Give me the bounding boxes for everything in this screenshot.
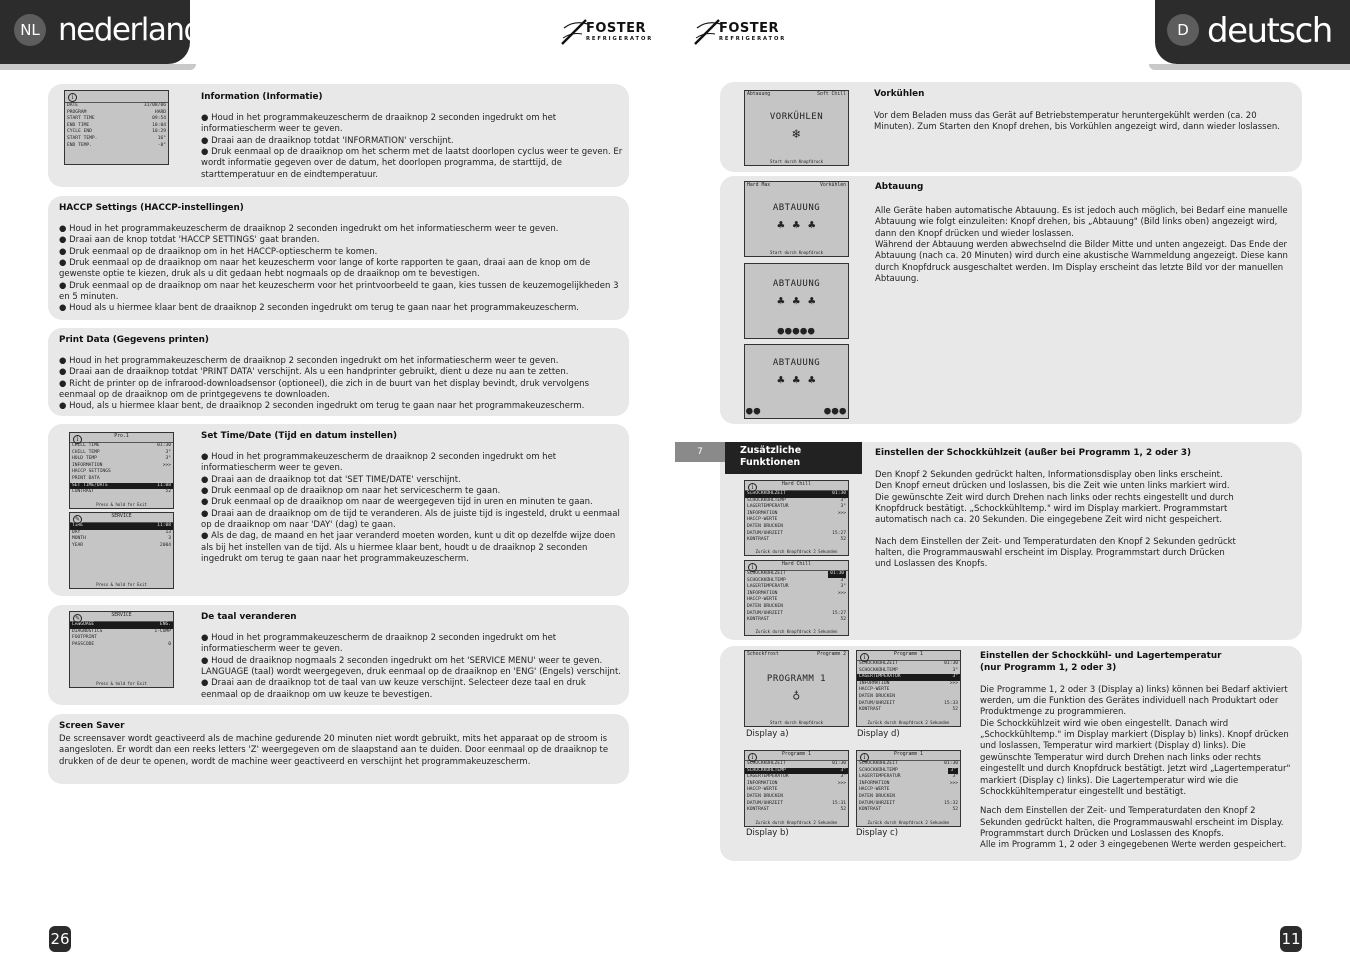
lcd-corner-label: Programm 2: [817, 652, 846, 657]
lcd-row-value: 52: [840, 617, 846, 623]
caption-d: Display d): [857, 729, 900, 739]
progress-dots: ●●: [746, 404, 762, 417]
lcd-row-value: 15:31: [832, 800, 846, 806]
lcd-row-label: HACCP-WERTE: [859, 787, 890, 793]
lcd-header: Programm 1: [894, 752, 923, 757]
info-icon: i: [748, 483, 757, 492]
lcd-row-value: 3°: [952, 667, 958, 673]
nl-haccp-card: [48, 196, 629, 320]
lcd-row-label: MONTH: [72, 536, 86, 542]
lcd-footer: Press & hold for Exit: [96, 681, 147, 686]
lcd-footer: Zurück durch Knopfdruck 2 Sekunden: [755, 629, 838, 634]
paragraph: ● Richt de printer op de infrarood-downloadsensor (optioneel), die zich in de buurt van het display bevindt, druk vervolgens eenmaal op de draaiknop om de printgegevens te downloaden.: [59, 378, 589, 400]
lcd-row-label: SCHOCKKÜHLZEIT: [747, 571, 786, 576]
paragraph: ● Draai aan de draaiknop totdat 'INFORMATION' verschijnt.: [201, 135, 454, 146]
lcd-row: [745, 504, 848, 511]
lcd-row: [745, 584, 848, 591]
lcd-row-label: SCHOCKKÜHLTEMP: [859, 667, 898, 673]
lcd-row-label: DATEN DRUCKEN: [747, 603, 783, 609]
foster-logo-left: [560, 18, 652, 44]
lcd-corner-label: Soft Chill: [817, 92, 846, 97]
lcd-row-label: CHILL TIME: [72, 443, 100, 448]
section-title-bar: Zusätzliche Funktionen: [725, 442, 862, 474]
lcd-row-value: >>>: [949, 680, 958, 686]
section-title: Print Data (Gegevens printen): [59, 335, 209, 345]
lcd-row-value: 11:08: [157, 482, 171, 488]
lcd-information-screen: [64, 90, 169, 165]
lcd-footer: Zurück durch Knopfdruck 2 Sekunden: [755, 820, 838, 825]
lcd-row-label: HACCP-WERTE: [747, 517, 778, 523]
lcd-row-value: 3°: [840, 504, 846, 510]
lcd-row: [857, 807, 960, 814]
lcd-row: [857, 694, 960, 701]
paragraph: ● Houd, als u hiermee klaar bent, de draaiknop 2 seconden ingedrukt om terug te gaan naar het programmakeuzescherm.: [59, 401, 585, 412]
paragraph: ● Druk eenmaal op de draaiknop om naar het keuzescherm voor het printvoorbeeld te gaan, kies tussen de keuzemogelijkheden 3 en 5 minuten.: [59, 280, 619, 303]
lcd-row-value: 10:04: [152, 122, 166, 128]
lcd-row-label: SCHOCKKÜHLZEIT: [859, 761, 898, 766]
lcd-row-value: 31/08/06: [143, 103, 166, 108]
lcd-row-label: DATUM/UHRZEIT: [859, 800, 895, 806]
section-number: 7: [675, 442, 725, 462]
lcd-abtauung-start-screen: [744, 181, 849, 257]
lcd-header: SERVICE: [111, 514, 132, 519]
snowflake-icon: ❄: [792, 127, 801, 142]
paragraph: ● Houd in het programmakeuzescherm de draaiknop 2 seconden ingedrukt om het informatiescherm weer te geven.: [201, 112, 557, 135]
lcd-footer: Start durch Knopfdruck: [770, 250, 823, 255]
lcd-row: [65, 136, 168, 143]
caption-b: Display b): [746, 828, 789, 838]
lcd-row-value: 01:30: [157, 443, 171, 448]
lcd-corner-label: Hard Max: [747, 183, 771, 188]
lcd-row-value: 11:08: [157, 523, 171, 528]
lcd-row-label: END TIME: [67, 122, 90, 128]
lcd-row: [857, 661, 960, 668]
lcd-row-value: 3°: [165, 456, 171, 462]
lcd-display-a: [744, 650, 849, 727]
lcd-row-label: KONTRAST: [747, 807, 770, 813]
wrench-icon: ✎: [74, 516, 81, 523]
lcd-hardchill-time-screen: [744, 560, 849, 636]
section-title: Einstellen der Schockkühlzeit (außer bei Programm 1, 2 oder 3): [875, 448, 1191, 458]
paragraph: Alle Geräte haben automatische Abtauung. Es ist jedoch auch möglich, bei Bedarf eine manuelle Abtauung wie folgt einzuleiten: Knopf drehen, bis „Abtauung" (Bild links oben) angezeigt wird, dann den Knopf drücken und wieder loslassen.: [875, 205, 1288, 239]
lcd-row: [745, 597, 848, 604]
lcd-vorkuehlen-screen: [744, 90, 849, 166]
lcd-display-d: [856, 650, 961, 727]
nl-screensaver-card: [48, 714, 629, 784]
paragraph: ● Draai aan de draaiknop tot de taal van uw keuze verschijnt. Selecteer deze taal en druk eenmaal op de draaiknop om uw keuze te bevestigen.: [201, 678, 586, 700]
lcd-row-value: 1-COMP: [154, 628, 171, 634]
nl-information-card: [48, 84, 629, 187]
paragraph: ● Houd de draaiknop nogmaals 2 seconden ingedrukt om het 'SERVICE MENU' weer te geven.: [201, 655, 603, 666]
paragraph: LANGUAGE (taal) wordt weergegeven, druk eenmaal op de draaiknop en 'ENG' (Engels) verschijnt.: [201, 666, 621, 677]
paragraph: Nach dem Einstellen der Zeit- und Temperaturdaten den Knopf 2 Sekunden gedrückt halten, die Programmauswahl erscheint im Display. Programmstart durch Drücken und Loslassen des Knopfs.: [875, 536, 1236, 570]
info-icon: i: [860, 753, 869, 762]
lcd-corner-label: Schockfrost: [747, 652, 779, 657]
paragraph: ● Druk eenmaal op de draaiknop om naar de weergegeven tijd in uren en minuten te gaan.: [201, 497, 593, 508]
lcd-row-label: INFORMATION: [859, 780, 890, 786]
lcd-row-label: HOLD TEMP: [72, 456, 97, 462]
lcd-row-label: KONTRAST: [747, 617, 770, 623]
lcd-abtauung-progress-screen: [744, 263, 849, 339]
lcd-row-value: 15:27: [832, 530, 846, 536]
lcd-header: Programm 1: [894, 652, 923, 657]
lcd-row-label: INFORMATION: [747, 590, 778, 596]
caption-c: Display c): [856, 828, 899, 838]
info-icon: i: [748, 753, 757, 762]
lcd-row-label: DATUM/UHRZEIT: [747, 610, 783, 616]
nl-language-title: nederlands: [58, 12, 217, 48]
section-title: Screen Saver: [59, 721, 125, 731]
lcd-row: [70, 642, 173, 649]
lcd-row-value: 09:54: [152, 116, 166, 122]
lcd-row: [857, 761, 960, 768]
lcd-row-label: PASSCODE: [72, 641, 95, 647]
info-icon: i: [73, 435, 82, 444]
lcd-row-value: 01:30: [832, 761, 846, 766]
lcd-row-value: >>>: [837, 510, 846, 516]
paragraph: Die Schockkühlzeit wird wie oben eingestellt. Danach wird „Schockkühltemp." im Display markiert (Display b) links). Knopf drücken und loslassen, Temperatur wird markiert (Display d) links). Die gewünschte Temperatur wird durch Drehen nach links oder rechts eingestellt und durch Knopfdruck bestätigt. Jetzt wird „Lagertemperatur" markiert (Display c) links). Die Lagertemperatur wird wie die Schockkühltemperatur eingestellt und bestätigt.: [980, 718, 1291, 797]
lcd-row: [70, 476, 173, 483]
lcd-row-value: 3°: [165, 449, 171, 455]
lcd-row-value: 01:30: [944, 761, 958, 766]
section-title: Abtauung: [875, 182, 924, 192]
paragraph: ● Houd in het programmakeuzescherm de draaiknop 2 seconden ingedrukt om het informatiescherm weer te geven.: [59, 223, 559, 234]
lcd-row-value: 01:30: [944, 661, 958, 666]
lcd-row-label: DATUM/UHRZEIT: [747, 530, 783, 536]
lcd-row-value: -8°: [157, 142, 166, 148]
paragraph: De screensaver wordt geactiveerd als de machine gedurende 20 minuten niet wordt gebruikt, mits het apparaat op de stroom is aangesloten. Er wordt dan een reeks letters 'Z' weergegeven om de slaapstand aan te duiden. Door eenmaal op de draaiknop te drukken of de deur te openen, wordt de machine weer geactiveerd en verschijnt het programmakeuzescherm.: [59, 733, 609, 767]
de-language-tab: [1155, 0, 1350, 64]
lcd-row-value: 3: [168, 536, 171, 542]
lcd-row-label: YEAR: [72, 542, 84, 548]
nl-language-tab: [0, 0, 217, 64]
lcd-row: [70, 523, 173, 530]
lcd-row-label: PRINT DATA: [72, 475, 100, 481]
lcd-row: [745, 604, 848, 611]
lcd-footer: Zurück durch Knopfdruck 2 Sekunden: [755, 549, 838, 554]
lcd-row-value: >>>: [162, 462, 171, 468]
lcd-row: [70, 635, 173, 642]
lcd-big-text: PROGRAMM 1: [766, 674, 827, 684]
lcd-row-label: DIAGNOSTICS: [72, 628, 103, 634]
lcd-row-value: 52: [840, 807, 846, 813]
logo-sub: REFRIGERATOR: [586, 36, 654, 42]
lcd-row-value: ENG.: [159, 622, 171, 627]
lcd-footer: Start durch Knopfdruck: [770, 720, 823, 725]
paragraph: ● Druk eenmaal op de draaiknop om naar het keuzescherm voor lange of korte rapporten te gaan, draai aan de knop om de gewenste optie te kiezen, druk als u dit gedaan hebt nogmaals op de draaiknop om te bevestigen.: [59, 257, 591, 280]
lcd-row-label: FOOTPRINT: [72, 635, 97, 641]
paragraph: ● Druk eenmaal op de draaiknop om in het HACCP-optiescherm te komen.: [59, 246, 378, 257]
lcd-row: [745, 517, 848, 524]
lcd-row-value: 52: [952, 707, 958, 713]
lcd-row-label: INFORMATION: [72, 462, 103, 468]
lcd-row: [70, 622, 173, 629]
page-number-right: 11: [1280, 926, 1302, 952]
lcd-row: [65, 116, 168, 123]
lcd-row-label: LAGERTEMPERATUR: [859, 674, 901, 680]
lcd-row: [857, 687, 960, 694]
lcd-row-label: START TIME: [67, 116, 95, 122]
section-title: HACCP Settings (HACCP-instellingen): [59, 203, 244, 213]
lcd-hardchill-info-screen: [744, 480, 849, 556]
lcd-display-b: [744, 750, 849, 827]
section-title: Vorkühlen: [874, 89, 925, 99]
section-subtitle: (nur Programm 1, 2 oder 3): [980, 662, 1117, 673]
lcd-row-label: SCHOCKKÜHLZEIT: [859, 661, 898, 666]
paragraph: ● Druk eenmaal op de draaiknop om het scherm met de laatst doorlopen cyclus weer te geven. Er wordt informatie gegeven over de datum, het doorlopen programma, de starttijd, de starttemperatuur en de eindtemperatuur.: [201, 146, 623, 180]
lcd-abtauung-end-screen: [744, 344, 849, 419]
lcd-big-text: ABTAUUNG: [772, 203, 821, 213]
lcd-row-label: KONTRAST: [859, 707, 882, 713]
lcd-big-text: ABTAUUNG: [772, 279, 821, 289]
paragraph: Nach dem Einstellen der Zeit- und Temperaturdaten den Knopf 2 Sekunden gedrückt halten, die Programmauswahl erscheint im Display. Programmstart durch Drücken und Loslassen des Knopfs.: [980, 806, 1284, 840]
lcd-row-label: DATE: [67, 103, 79, 108]
lcd-row-label: INFORMATION: [859, 680, 890, 686]
lcd-footer: Zurück durch Knopfdruck 2 Sekunden: [867, 820, 950, 825]
paragraph: ● Houd in het programmakeuzescherm de draaiknop 2 seconden ingedrukt om het informatiescherm weer te geven.: [59, 355, 559, 366]
lcd-row-label: SCHOCKKÜHLTEMP: [747, 497, 786, 503]
defrost-drops-icon: ♣ ♣ ♣: [777, 294, 816, 308]
lcd-row-label: START TEMP.: [67, 135, 98, 141]
lcd-row: [70, 469, 173, 476]
paragraph: Den Knopf 2 Sekunden gedrückt halten, Informationsdisplay oben links erscheint. Den Knopf erneut drücken und loslassen, bis die Zeit wie unten links markiert wird. Die gewünschte Zeit wird durch Drehen nach links oder rechts eingestellt und durch Knopfdruck bestätigt. „Schockkühltemp." wird im Display markiert. Programmstart automatisch nach ca. 20 Sekunden. Die eingegebene Zeit wird nicht gespeichert.: [875, 469, 1234, 526]
lcd-row-label: DATEN DRUCKEN: [747, 793, 783, 799]
foster-logo-right: [693, 18, 785, 44]
lcd-row-label: KONTRAST: [747, 537, 770, 543]
lcd-row-label: SET TIME/DATE: [72, 482, 108, 488]
lcd-row: [70, 456, 173, 463]
lcd-row: [745, 787, 848, 794]
lcd-row-value: 52: [165, 489, 171, 495]
lcd-row-label: SCHOCKKÜHLTEMP: [859, 767, 898, 773]
lcd-row: [857, 707, 960, 714]
page-number-left: 26: [49, 926, 71, 952]
lcd-row: [745, 537, 848, 544]
lcd-row-label: SCHOCKKÜHLTEMP: [747, 767, 786, 773]
lcd-row: [65, 129, 168, 136]
lcd-row: [745, 761, 848, 768]
paragraph: ● Houd als u hiermee klaar bent de draaiknop 2 seconden ingedrukt om terug te gaan naar het programmakeuzescherm.: [59, 303, 579, 314]
lcd-row-value: 10:29: [152, 129, 166, 135]
wrench-icon: ✎: [74, 615, 81, 622]
lcd-row-value: 3°: [952, 674, 958, 680]
lcd-row-value: >>>: [949, 780, 958, 786]
lcd-row-value: 3°: [840, 577, 846, 583]
defrost-drops-icon: ♣ ♣ ♣: [777, 373, 816, 387]
lcd-row-label: KONTRAST: [859, 807, 882, 813]
de-language-title: deutsch: [1207, 11, 1332, 51]
lcd-row: [745, 617, 848, 624]
lcd-row-value: 13: [165, 529, 171, 535]
lcd-row-value: 3°: [840, 497, 846, 503]
paragraph: ● Draai aan de draaiknop om de tijd te veranderen. Als de juiste tijd is ingesteld, drukt u eenmaal op de draaiknop om naar 'DAY' (dag) te gaan.: [201, 508, 620, 531]
section-title: De taal veranderen: [201, 612, 297, 622]
lcd-row: [857, 794, 960, 801]
lcd-row: [745, 524, 848, 531]
lcd-header: Hard Chill: [782, 482, 811, 487]
lcd-row-label: PROGRAM: [67, 109, 87, 115]
lcd-row-value: HARD: [154, 109, 166, 115]
lcd-row-label: DATEN DRUCKEN: [859, 693, 895, 699]
logo-word: FOSTER: [586, 21, 647, 36]
lcd-display-c: [856, 750, 961, 827]
info-icon: i: [860, 653, 869, 662]
lcd-row-label: LAGERTEMPERATUR: [747, 504, 789, 510]
paragraph: ● Houd in het programmakeuzescherm de draaiknop 2 seconden ingedrukt om het informatiescherm weer te geven.: [201, 632, 557, 655]
lcd-row-label: TIME: [72, 523, 84, 528]
lcd-corner-label: Abtauung: [747, 92, 771, 97]
lcd-footer: Press & hold for Exit: [96, 582, 147, 587]
lcd-row-label: END TEMP.: [67, 142, 92, 148]
lcd-row: [70, 536, 173, 543]
nl-language-card: [48, 605, 629, 705]
lcd-row-value: >>>: [837, 590, 846, 596]
lcd-row-value: 3°: [952, 774, 958, 780]
lcd-row-label: SCHOCKKÜHLTEMP: [747, 577, 786, 583]
lcd-corner-label: Vorkühlen: [820, 183, 846, 188]
lcd-row: [70, 489, 173, 496]
lcd-service-time-screen: [69, 512, 174, 589]
lcd-row-label: CHILL TEMP: [72, 449, 100, 455]
paragraph: Die Programme 1, 2 oder 3 (Display a) links) können bei Bedarf aktiviert werden, um die Funktion des Gerätes individuell nach Produktart oder Produktmenge zu programmieren.: [980, 684, 1288, 718]
paragraph: ● Druk eenmaal op de draaiknop om naar het servicescherm te gaan.: [201, 485, 501, 496]
lcd-header: Pro.1: [114, 434, 129, 439]
lcd-big-text: VORKÜHLEN: [769, 112, 824, 122]
lcd-row-label: DATEN DRUCKEN: [747, 523, 783, 529]
lcd-row-label: LAGERTEMPERATUR: [859, 774, 901, 780]
lcd-footer: Press & hold for Exit: [96, 502, 147, 507]
lcd-row-value: 52: [952, 807, 958, 813]
lcd-row-label: LAGERTEMPERATUR: [747, 774, 789, 780]
lcd-row: [857, 787, 960, 794]
lcd-row-label: SCHOCKKÜHLZEIT: [747, 761, 786, 766]
lcd-menu-screen: [69, 432, 174, 509]
lcd-row-value: 0: [168, 641, 171, 647]
lcd-header: SERVICE: [111, 613, 132, 618]
nl-print-card: [48, 328, 629, 416]
section-title: Information (Informatie): [201, 92, 323, 102]
logo-sub: REFRIGERATOR: [719, 36, 787, 42]
lcd-row-value: 2004: [159, 542, 171, 548]
lcd-row-label: CONTRAST: [72, 489, 95, 495]
paragraph: ● Als de dag, de maand en het jaar veranderd moeten worden, kunt u dit op dezelfde wijze doen als bij het instellen van de tijd. Als u hiermee klaar bent, houdt u de draaiknop 2 seconden ingedrukt om terug te gaan naar het programmakeuzescherm.: [201, 531, 616, 565]
program-icon: ♁: [792, 688, 801, 703]
lcd-row-label: CYCLE END: [67, 129, 92, 135]
lcd-header: Programm 1: [782, 752, 811, 757]
lcd-row: [70, 443, 173, 450]
lcd-row-label: HACCP SETTINGS: [72, 469, 111, 475]
lcd-row-label: SCHOCKKÜHLZEIT: [747, 491, 786, 496]
lcd-row: [65, 143, 168, 150]
lcd-row-label: HACCP-WERTE: [859, 687, 890, 693]
lcd-row-label: LAGERTEMPERATUR: [747, 584, 789, 590]
de-vorkuehlen-card: [720, 82, 1302, 172]
lcd-row: [745, 491, 848, 498]
lcd-row: [857, 674, 960, 681]
lcd-footer: Start durch Knopfdruck: [770, 159, 823, 164]
paragraph: Alle im Programm 1, 2 oder 3 eingegebenen Werte werden gespeichert.: [980, 840, 1287, 851]
lcd-row-value: 15:32: [944, 800, 958, 806]
section-title: Set Time/Date (Tijd en datum instellen): [201, 431, 398, 441]
info-icon: i: [68, 93, 77, 102]
lcd-row-value: >>>: [837, 780, 846, 786]
lcd-row-label: DATUM/UHRZEIT: [747, 800, 783, 806]
logo-word: FOSTER: [719, 21, 780, 36]
lcd-row-value: 16°: [157, 135, 166, 141]
paragraph: ● Draai aan de draaiknop totdat 'PRINT DATA' verschijnt. Als u een handprinter gebruikt, dient u deze nu aan te zetten.: [59, 367, 569, 378]
lcd-row-label: DATUM/UHRZEIT: [859, 700, 895, 706]
lcd-row: [745, 571, 848, 578]
lcd-header: Hard Chill: [782, 562, 811, 567]
progress-dots: ●●●: [824, 404, 847, 417]
paragraph: Während der Abtauung werden abwechselnd die Bilder Mitte und unten angezeigt. Das Ende der Abtauung (nach ca. 20 Minuten) wird durch eine akustische Warnmeldung angezeigt. Diese kann durch Knopfdruck ausgeschaltet werden. Im Display erscheint das letzte Bild vor der manuellen Abtauung.: [875, 239, 1288, 285]
lcd-row: [65, 103, 168, 110]
lcd-service-menu-screen: [69, 611, 174, 688]
lcd-row-value: 3°: [840, 767, 846, 773]
lcd-row-value: 52: [840, 537, 846, 543]
caption-a: Display a): [746, 729, 789, 739]
lcd-big-text: ABTAUUNG: [772, 358, 821, 368]
section-title: Einstellen der Schockkühl- und Lagertemperatur: [980, 651, 1222, 661]
lcd-row-value: 3°: [840, 774, 846, 780]
paragraph: Vor dem Beladen muss das Gerät auf Betriebstemperatur heruntergekühlt werden (ca. 20 Minuten). Zum Starten den Knopf drehen, bis Vorkühlen angezeigt wird, dann wieder loslassen.: [874, 110, 1280, 133]
lcd-row-label: DAY: [72, 529, 81, 535]
lcd-row-value: 3°: [950, 767, 956, 773]
lcd-row-label: DATEN DRUCKEN: [859, 793, 895, 799]
lcd-row-value: 15:33: [944, 700, 958, 706]
lcd-row: [745, 794, 848, 801]
lcd-row-value: 3°: [840, 584, 846, 590]
de-lagertemp-card: [720, 646, 1302, 861]
lcd-row-label: LANGUAGE: [72, 622, 95, 627]
paragraph: ● Houd in het programmakeuzescherm de draaiknop 2 seconden ingedrukt om het informatiescherm weer te geven.: [201, 451, 557, 474]
lcd-row-value: 01:30: [832, 491, 846, 496]
progress-dots: ●●●●●: [777, 324, 816, 337]
defrost-drops-icon: ♣ ♣ ♣: [777, 218, 816, 232]
lcd-row-label: INFORMATION: [747, 510, 778, 516]
paragraph: ● Draai aan de draaiknop tot dat 'SET TIME/DATE' verschijnt.: [201, 474, 461, 485]
lcd-footer: Zurück durch Knopfdruck 2 Sekunden: [867, 720, 950, 725]
nl-settime-card: [48, 424, 629, 596]
lcd-row: [745, 807, 848, 814]
lcd-row: [745, 774, 848, 781]
lcd-row: [857, 774, 960, 781]
info-icon: i: [748, 563, 757, 572]
lcd-row-label: INFORMATION: [747, 780, 778, 786]
lcd-row-label: HACCP-WERTE: [747, 787, 778, 793]
lcd-row: [70, 543, 173, 550]
nl-badge: NL: [14, 14, 46, 46]
lcd-row-value: 01:30: [830, 571, 844, 576]
de-abtauung-card: [720, 176, 1302, 424]
lcd-row-label: HACCP-WERTE: [747, 597, 778, 603]
de-badge: D: [1167, 14, 1199, 46]
paragraph: ● Draai aan de knop totdat 'HACCP SETTINGS' gaat branden.: [59, 235, 320, 246]
lcd-row-value: 15:27: [832, 610, 846, 616]
